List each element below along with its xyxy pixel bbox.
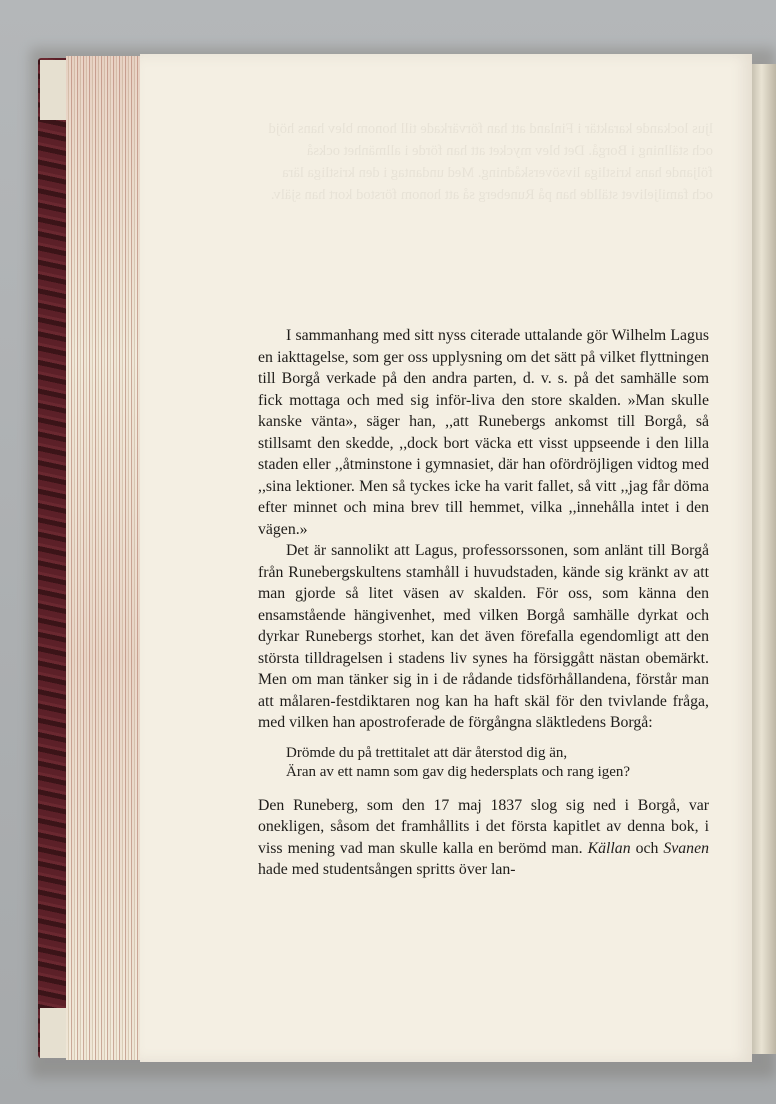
- bleed-through-text: ljus lockande karaktär i Finland att han förvärkade till honom blev hans höjd och ställning i Borgå. Det blev mycket att han förde i allmänhet också följande hans kristliga livsöverskådning. Med undantag i den kristliga lära och familjelivet ställde han på Runeberg så att honom förstod kort han själv.: [268, 121, 713, 203]
- paragraph-2: Det är sannolikt att Lagus, professorssonen, som anlänt till Borgå från Runebergskultens stamhåll i huvudstaden, kände sig kränkt av att man gjorde så litet väsen av skalden. För oss, som känna den ensamstående hängivenhet, med vilken Borgå samhälle dyrkat och dyrkar Runebergs storhet, kan det även förefalla egendomligt att den största tilldragelsen i stadens liv synes ha försiggått nästan obemärkt. Men om man tänker sig in i de rådande tidsförhållandena, förstår man att målaren-festdiktaren nog kan ha haft skäl för den tvivlande fråga, med vilken han apostroferade de förgångna släktledens Borgå:: [258, 542, 709, 731]
- verse-quote: [286, 744, 709, 783]
- title-svanen: Svanen: [663, 839, 709, 857]
- word-och: och: [635, 839, 659, 857]
- paragraph-1: I sammanhang med sitt nyss citerade uttalande gör Wilhelm Lagus en iakttagelse, som ger oss upplysning om det sätt på vilket flyttningen till Borgå verkade på den andra parten, d. v. s. på det samhälle som fick mottaga och med sig inför-liva den store skalden. »Man skulle kanske vänta», säger han, ,,att Runebergs ankomst till Borgå, så stillsamt den skedde, ,,dock bort väcka ett visst uppseende i den lilla staden eller ,,åtminstone i gymnasiet, där han ofördröjligen vidtog med ,,sina lektioner. Men så tyckes icke ha varit fallet, så vitt ,,jag får döma efter minnet och mina brev till hemmet, vilka ,,innehålla intet i den vägen.»: [258, 327, 709, 538]
- title-kallan: Källan: [587, 839, 631, 857]
- book-cover-edge: [38, 58, 68, 1058]
- cover-corner-top: [40, 60, 66, 120]
- next-page-edge: [752, 64, 776, 1054]
- paragraph-3-start: Den Runeberg, som den 17 maj 1837 slog sig ned i Borgå, var onekligen, såsom det framhållits i det första kapitlet av denna bok, i viss mening vad man skulle kalla en berömd man.: [258, 796, 709, 857]
- verse-line-2: Äran av ett namn som gav dig hedersplats och rang igen?: [286, 764, 631, 780]
- paragraph-3: [258, 795, 709, 881]
- paragraph-3-end: hade med studentsången spritts över lan-: [258, 861, 516, 878]
- verse-line-1: Drömde du på trettitalet att där återstod dig än,: [286, 744, 568, 761]
- cover-corner-bottom: [40, 1008, 66, 1058]
- page-stack-edges: [66, 56, 141, 1060]
- page-body-text: [258, 325, 709, 881]
